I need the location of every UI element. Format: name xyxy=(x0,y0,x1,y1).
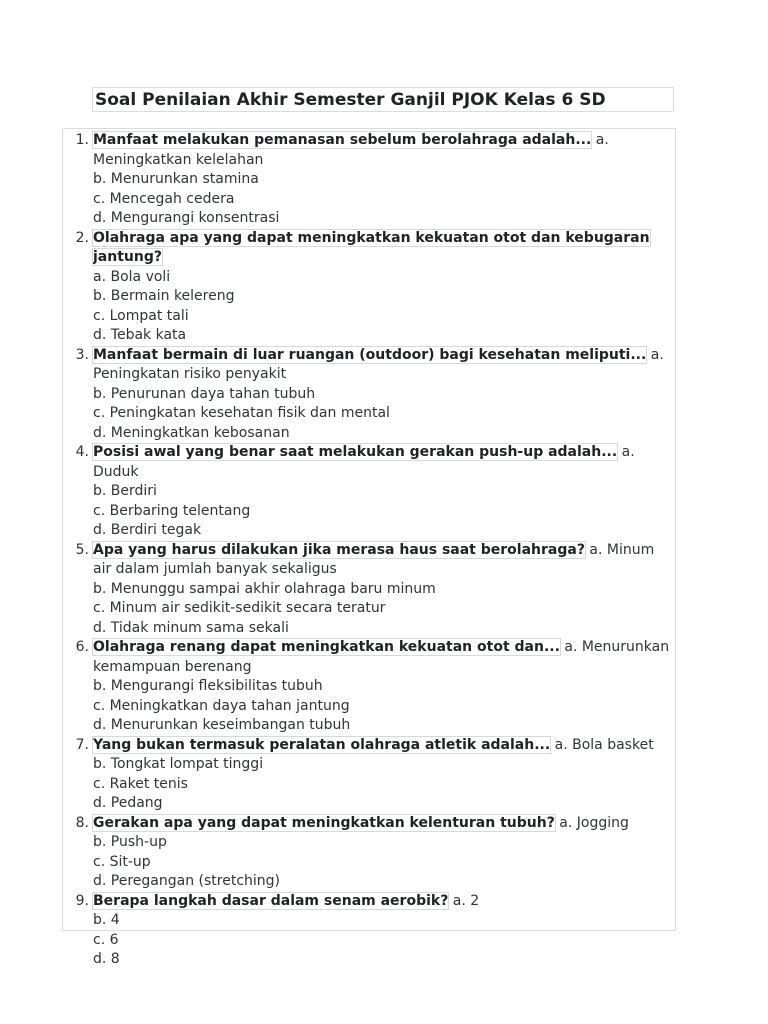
option-c: c. Sit-up xyxy=(93,853,151,870)
option-c: c. Raket tenis xyxy=(93,775,188,792)
option-a: a. Duduk xyxy=(93,444,635,480)
question-item-7 xyxy=(63,736,675,814)
question-item-3 xyxy=(63,346,675,444)
question-number: 7. xyxy=(75,736,89,753)
title-box xyxy=(92,87,674,112)
option-b: b. Tongkat lompat tinggi xyxy=(93,756,264,772)
question-item-8 xyxy=(63,814,675,892)
option-d: d. Peregangan (stretching) xyxy=(93,873,281,889)
question-text: Olahraga apa yang dapat meningkatkan kekuatan otot dan kebugaran jantung? xyxy=(93,229,650,265)
option-d: d. Tidak minum sama sekali xyxy=(93,619,289,636)
option-b: b. Mengurangi fleksibilitas tubuh xyxy=(93,678,323,694)
option-b: b. Bermain kelereng xyxy=(93,288,235,304)
page-title: Soal Penilaian Akhir Semester Ganjil PJOK Kelas 6 SD xyxy=(95,90,606,110)
option-d: d. Mengurangi konsentrasi xyxy=(93,210,280,226)
option-c: c. Lompat tali xyxy=(93,307,189,324)
option-a: a. Minum air dalam jumlah banyak sekaligus xyxy=(93,541,655,577)
question-item-6 xyxy=(63,638,675,736)
question-number: 9. xyxy=(75,892,89,909)
question-text: Posisi awal yang benar saat melakukan gerakan push-up adalah... xyxy=(93,444,618,460)
option-b: b. Berdiri xyxy=(93,483,157,499)
question-text: Manfaat bermain di luar ruangan (outdoor) bagi kesehatan meliputi... xyxy=(93,346,647,363)
option-a: a. Bola voli xyxy=(93,268,171,285)
question-item-2 xyxy=(63,229,675,346)
option-d: d. Meningkatkan kebosanan xyxy=(93,424,290,441)
option-d: d. Menurunkan keseimbangan tubuh xyxy=(93,717,351,733)
option-b: b. Push-up xyxy=(93,834,167,850)
option-c: c. 6 xyxy=(93,931,119,948)
option-a: a. Menurunkan kemampuan berenang xyxy=(93,639,670,675)
option-b: b. Menurunkan stamina xyxy=(93,171,259,187)
question-text: Yang bukan termasuk peralatan olahraga atletik adalah... xyxy=(93,736,551,753)
question-text: Berapa langkah dasar dalam senam aerobik? xyxy=(93,892,449,909)
question-number: 5. xyxy=(75,541,89,558)
question-item-5 xyxy=(63,541,675,639)
question-number: 6. xyxy=(75,639,89,655)
option-c: c. Meningkatkan daya tahan jantung xyxy=(93,697,350,714)
option-b: b. Menunggu sampai akhir olahraga baru minum xyxy=(93,580,436,597)
option-d: d. Tebak kata xyxy=(93,327,187,343)
option-c: c. Mencegah cedera xyxy=(93,190,235,207)
question-item-9 xyxy=(63,892,675,970)
option-b: b. 4 xyxy=(93,912,120,928)
question-item-1 xyxy=(63,131,675,229)
option-c: c. Minum air sedikit-sedikit secara teratur xyxy=(93,600,386,616)
option-c: c. Berbaring telentang xyxy=(93,502,251,519)
question-number: 3. xyxy=(75,346,89,363)
option-b: b. Penurunan daya tahan tubuh xyxy=(93,385,316,402)
question-number: 2. xyxy=(75,229,89,246)
option-a: a. 2 xyxy=(452,892,480,909)
option-a: a. Bola basket xyxy=(554,736,654,753)
question-number: 4. xyxy=(75,444,89,460)
question-number: 1. xyxy=(75,132,89,148)
option-d: d. Pedang xyxy=(93,795,163,811)
option-d: d. Berdiri tegak xyxy=(93,522,202,538)
option-a: a. Peningkatan risiko penyakit xyxy=(93,346,664,382)
question-list-box xyxy=(62,128,676,967)
question-text: Manfaat melakukan pemanasan sebelum berolahraga adalah... xyxy=(93,132,592,148)
question-item-4 xyxy=(63,443,675,541)
question-number: 8. xyxy=(75,814,89,831)
option-a: a. Jogging xyxy=(559,814,629,831)
question-list xyxy=(63,131,675,970)
option-a: a. Meningkatkan kelelahan xyxy=(93,132,609,168)
option-d: d. 8 xyxy=(93,951,120,967)
question-text: Olahraga renang dapat meningkatkan kekuatan otot dan... xyxy=(93,639,560,655)
question-text: Gerakan apa yang dapat meningkatkan kelenturan tubuh? xyxy=(93,814,555,831)
option-c: c. Peningkatan kesehatan fisik dan mental xyxy=(93,405,390,421)
question-text: Apa yang harus dilakukan jika merasa haus saat berolahraga? xyxy=(93,541,585,558)
